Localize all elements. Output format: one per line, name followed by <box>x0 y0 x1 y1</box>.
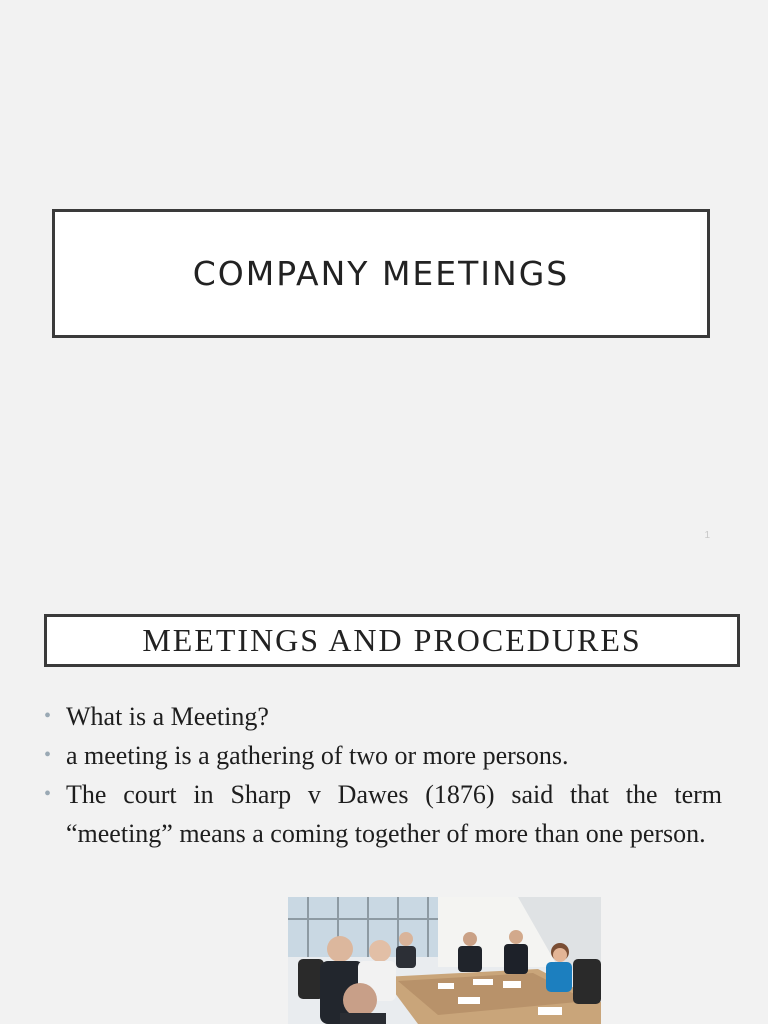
bullet-dot-icon: • <box>44 783 52 805</box>
bullet-dot-icon: • <box>44 705 52 727</box>
slide-heading: MEETINGS AND PROCEDURES <box>142 622 642 658</box>
bullet-item <box>44 775 722 853</box>
bullet-dot-icon: • <box>44 744 52 766</box>
bullet-text: The court in Sharp v Dawes (1876) said that the term “meeting” means a coming together of more than one person. <box>66 780 722 848</box>
bullet-text: a meeting is a gathering of two or more persons. <box>66 741 569 770</box>
meeting-photo-illustration <box>288 897 601 1024</box>
slide-title: COMPANY MEETINGS <box>192 254 570 293</box>
bullet-text: What is a Meeting? <box>66 702 269 731</box>
meeting-photo <box>288 897 601 1024</box>
bullet-item <box>44 697 722 736</box>
title-box <box>52 209 710 338</box>
content-slide <box>0 575 768 1024</box>
heading-box <box>44 614 740 667</box>
slide-number: 1 <box>704 530 710 541</box>
bullet-list <box>44 697 722 853</box>
bullet-item <box>44 736 722 775</box>
